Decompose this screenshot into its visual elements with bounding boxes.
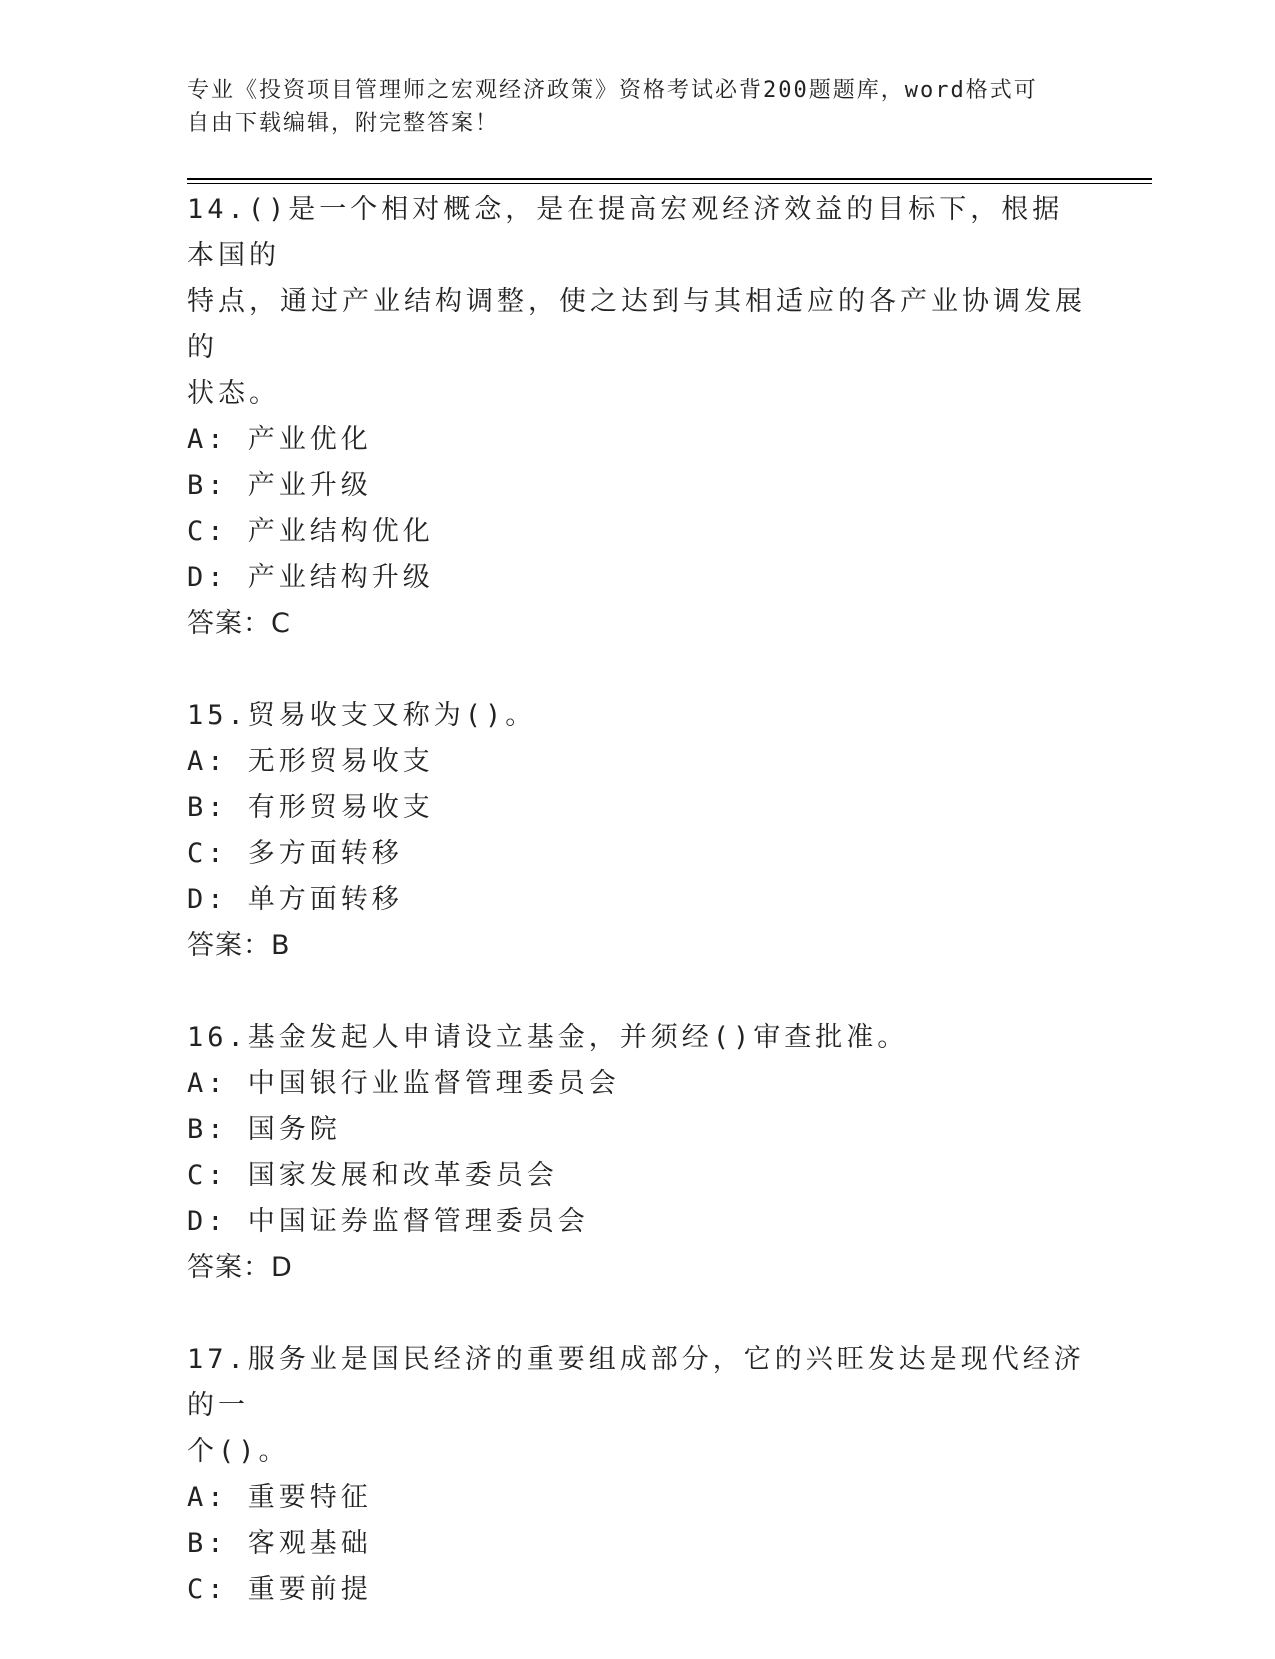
answer-label: 答案：C (187, 608, 291, 639)
question-14 (187, 187, 1087, 647)
question-16 (187, 1015, 1087, 1291)
answer-label: 答案：B (187, 930, 291, 961)
question-stem-line: 个()。 (187, 1436, 290, 1467)
option-a: A: 中国银行业监督管理委员会 (187, 1068, 620, 1099)
option-c: C: 产业结构优化 (187, 516, 434, 547)
option-c: C: 多方面转移 (187, 838, 403, 869)
question-15 (187, 693, 1087, 969)
option-a: A: 重要特征 (187, 1482, 372, 1513)
header-line-1: 专业《投资项目管理师之宏观经济政策》资格考试必背200题题库，word格式可 (187, 78, 1038, 103)
option-c: C: 国家发展和改革委员会 (187, 1160, 558, 1191)
option-b: B: 有形贸易收支 (187, 792, 434, 823)
option-d: D: 中国证券监督管理委员会 (187, 1206, 589, 1237)
option-b: B: 国务院 (187, 1114, 341, 1145)
header-line-2: 自由下载编辑，附完整答案！ (187, 111, 500, 136)
question-stem-line: 状态。 (187, 378, 280, 409)
question-stem-line: 16.基金发起人申请设立基金，并须经()审查批准。 (187, 1022, 909, 1053)
question-17 (187, 1337, 1087, 1613)
question-stem-line: 17.服务业是国民经济的重要组成部分，它的兴旺发达是现代经济的一 (187, 1344, 1085, 1421)
option-c: C: 重要前提 (187, 1574, 372, 1605)
option-b: B: 产业升级 (187, 470, 372, 501)
option-a: A: 无形贸易收支 (187, 746, 434, 777)
header-divider-thin (187, 183, 1152, 184)
question-stem-line: 15.贸易收支又称为()。 (187, 700, 537, 731)
option-d: D: 单方面转移 (187, 884, 403, 915)
answer-label: 答案：D (187, 1252, 293, 1283)
question-list (187, 187, 1087, 1659)
document-header (187, 74, 1067, 140)
option-a: A: 产业优化 (187, 424, 372, 455)
option-b: B: 客观基础 (187, 1528, 372, 1559)
question-stem-line: 特点，通过产业结构调整，使之达到与其相适应的各产业协调发展的 (187, 286, 1086, 363)
header-divider-thick (187, 178, 1152, 180)
option-d: D: 产业结构升级 (187, 562, 434, 593)
question-stem-line: 14.()是一个相对概念，是在提高宏观经济效益的目标下，根据本国的 (187, 194, 1064, 271)
